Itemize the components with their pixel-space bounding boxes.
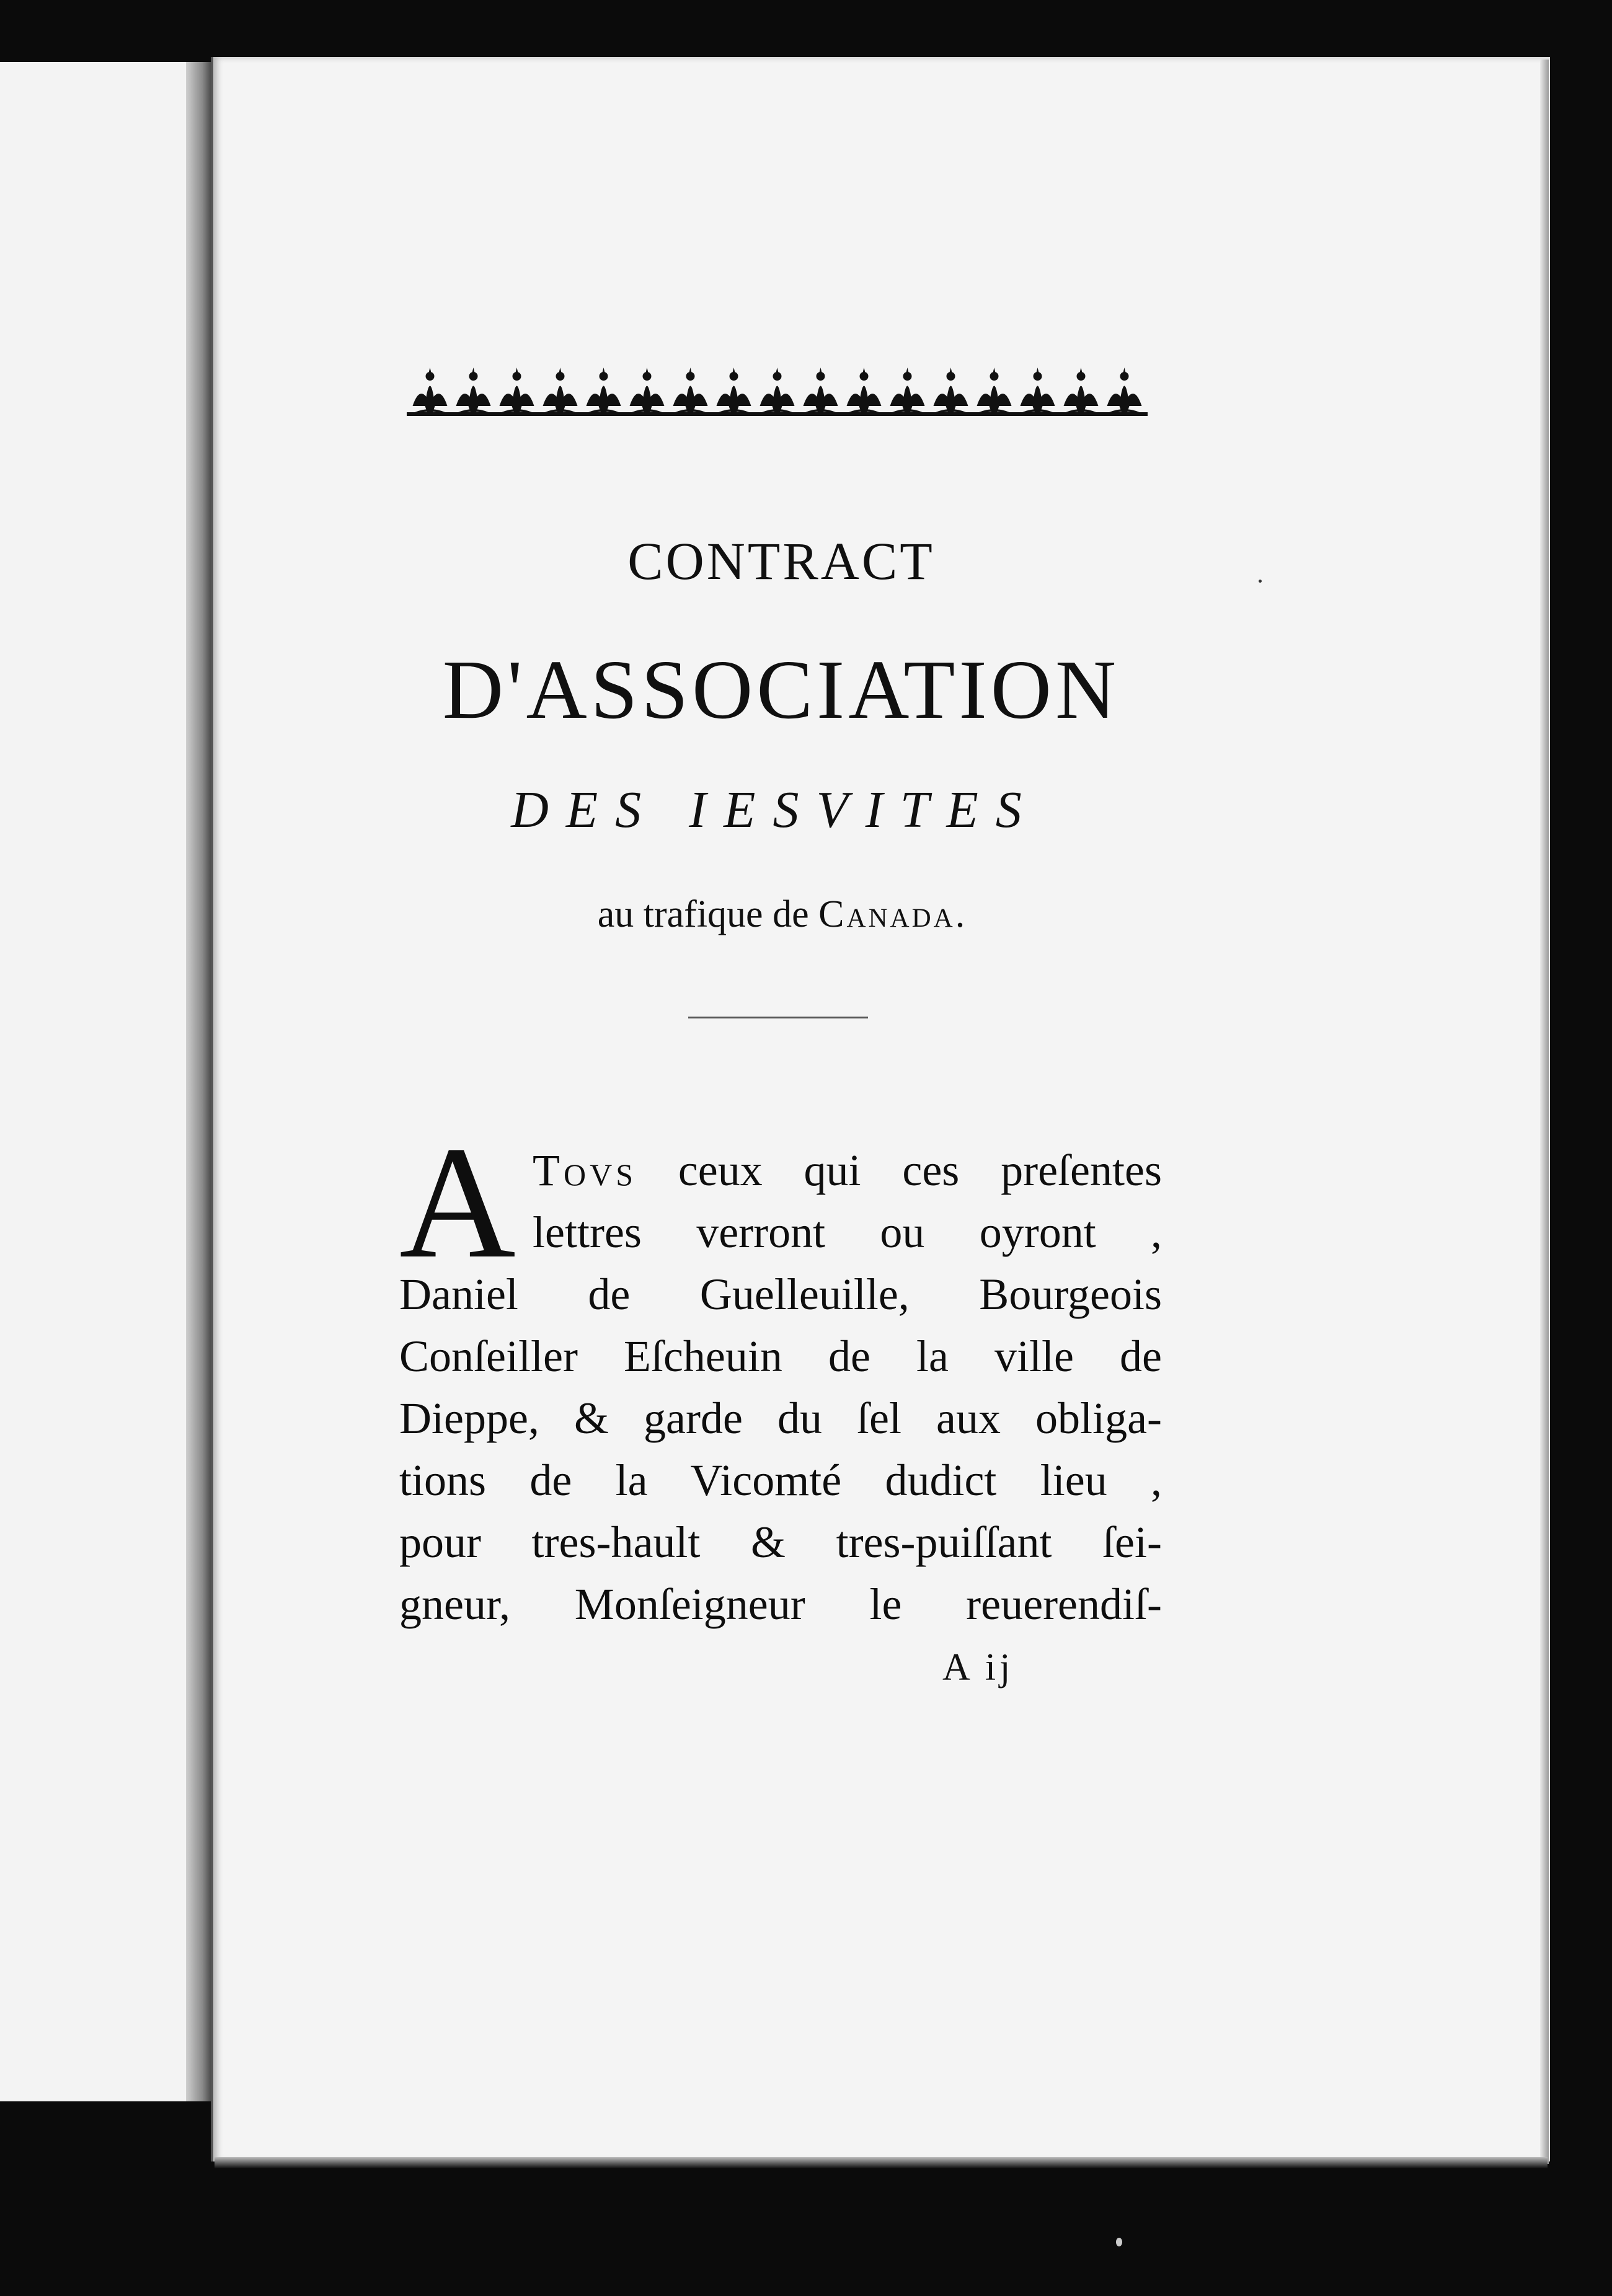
ornament-unit (804, 368, 838, 413)
section-divider (688, 1017, 868, 1018)
ornament-unit (456, 368, 491, 413)
ornament-unit (977, 368, 1012, 413)
left-page (0, 62, 202, 2101)
ornament-unit (673, 368, 708, 413)
title-contract: CONTRACT (627, 531, 935, 591)
ornament-unit (630, 368, 665, 413)
body-line: pour tres-hault & tres-puiſſant ſei- (399, 1517, 1162, 1567)
drop-cap: A (399, 1113, 516, 1292)
ornament-unit (934, 368, 968, 413)
ornament-unit (543, 368, 578, 413)
title-des-iesvites: DES IESVITES (511, 781, 1039, 839)
paper-speck (1259, 580, 1262, 583)
body-text (399, 1139, 1162, 1635)
title-trafique-suffix: . (955, 893, 965, 935)
page-fore-edge (1540, 60, 1549, 2164)
ornament-unit (760, 368, 795, 413)
body-line: Daniel de Guelleuille, Bourgeois (399, 1269, 1162, 1319)
ornament-unit (413, 368, 448, 413)
title-trafique-prefix: au trafique de (597, 893, 819, 935)
body-line: Dieppe, & garde du ſel aux obliga- (399, 1393, 1162, 1443)
ornament-unit (717, 368, 751, 413)
title-canada: Canada (818, 893, 955, 935)
body-line: Conſeiller Eſcheuin de la ville de (399, 1331, 1162, 1381)
paper-speck (1116, 2238, 1122, 2246)
title-association: D'ASSOCIATION (442, 643, 1120, 736)
headpiece-ornament-icon (407, 363, 1148, 418)
signature-mark: A ij (942, 1646, 1014, 1689)
ornament-unit (1064, 368, 1099, 413)
body-line: tions de la Vicomté dudict lieu , (399, 1455, 1162, 1505)
body-first-line-rest: ceux qui ces preſentes (637, 1146, 1162, 1195)
body-line: lettres verront ou oyront , (533, 1208, 1162, 1257)
page-bottom-edge (215, 2157, 1548, 2168)
ornament-unit (1107, 368, 1142, 413)
ornament-unit (500, 368, 534, 413)
body-first-word: Tovs (533, 1146, 637, 1195)
ornament-unit (847, 368, 882, 413)
ornament-unit (587, 368, 621, 413)
ornament-unit (1021, 368, 1055, 413)
ornament-unit (890, 368, 925, 413)
title-trafique-canada (546, 893, 1017, 937)
body-line: gneur, Monſeigneur le reuerendiſ- (399, 1579, 1162, 1629)
body-line (399, 1139, 1162, 1201)
